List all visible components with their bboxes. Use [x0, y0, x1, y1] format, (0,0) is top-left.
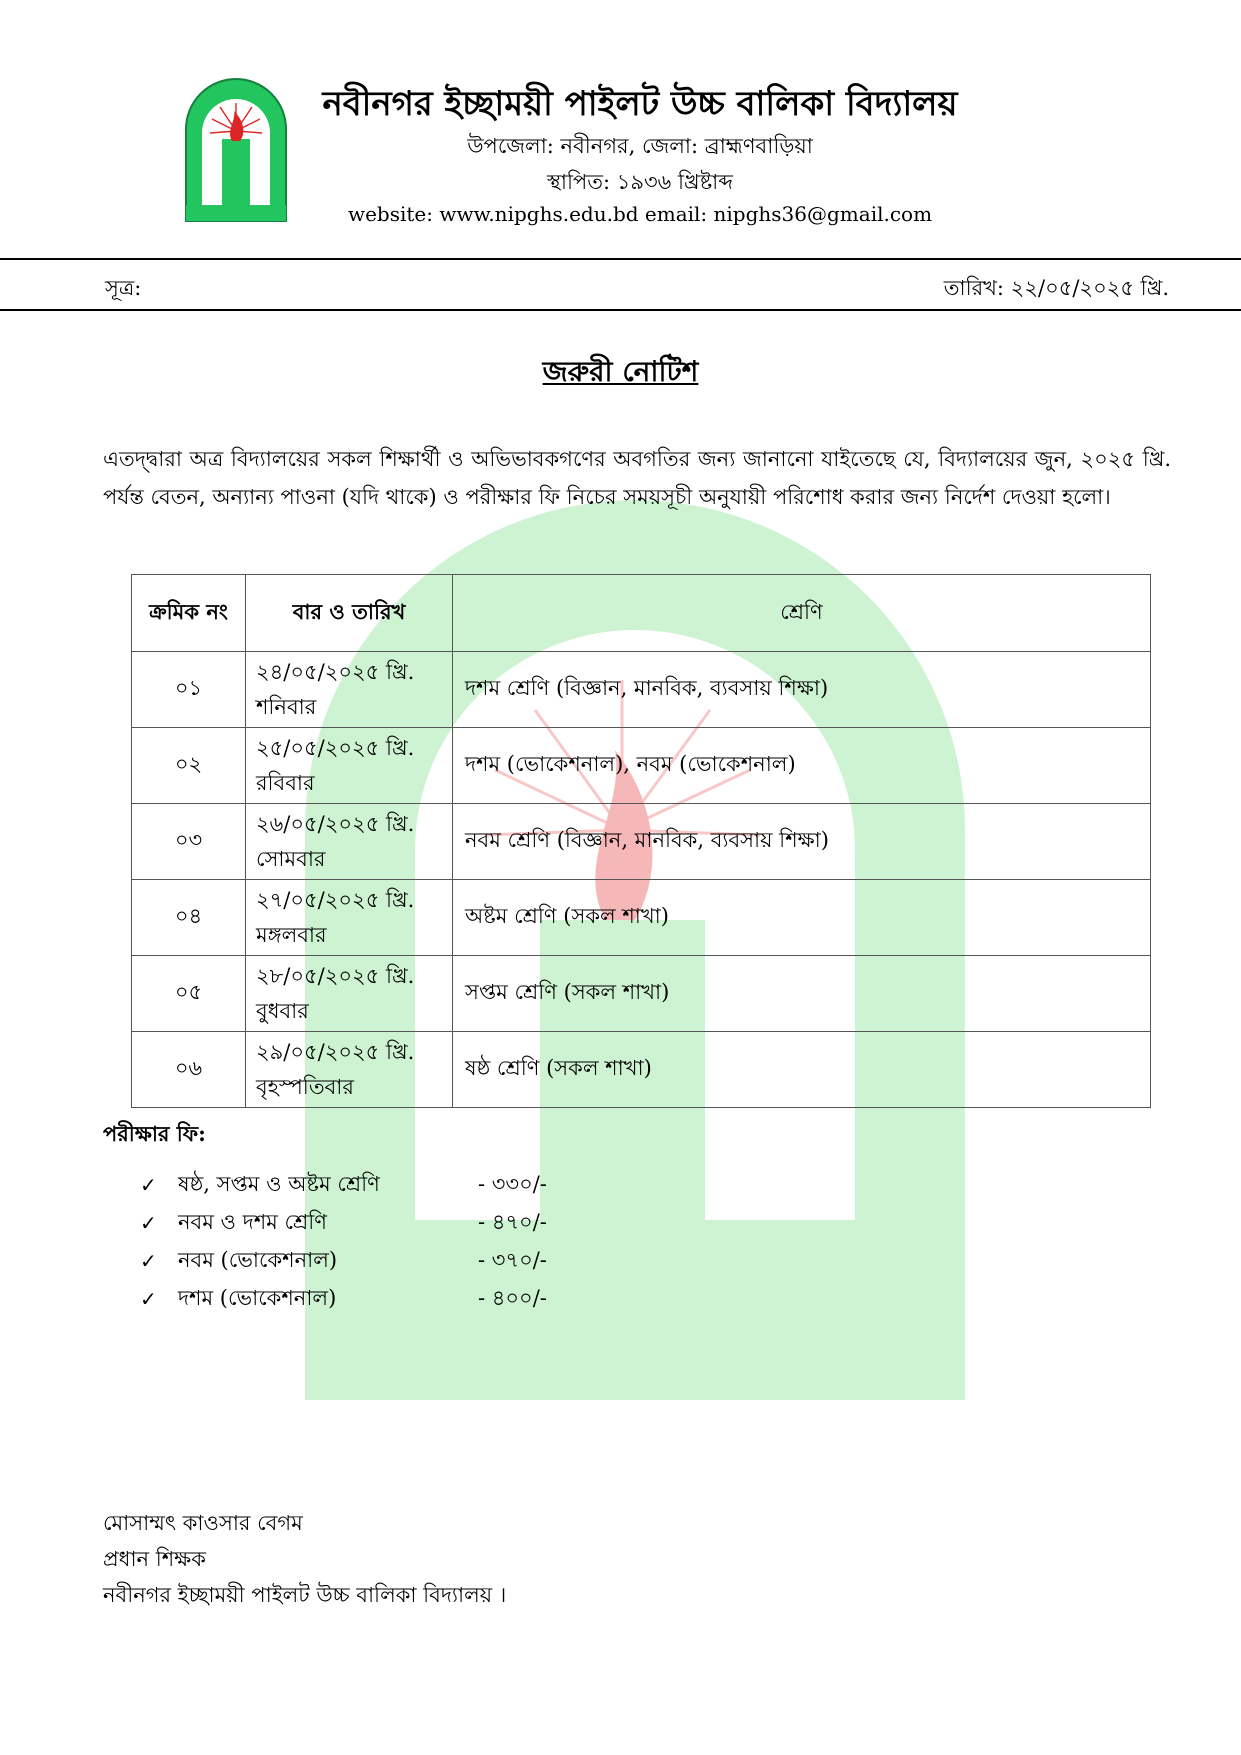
- table-row: [132, 652, 1151, 728]
- row-date-cell: [246, 1032, 453, 1108]
- checkmark-icon: ✓: [140, 1249, 157, 1273]
- list-item: [140, 1166, 598, 1204]
- notice-body: এতদ্দ্বারা অত্র বিদ্যালয়ের সকল শিক্ষার্থী ও অভিভাবকগণের অবগতির জন্য জানানো যাইতেছে যে, বিদ্যালয়ের জুন, ২০২৫ খ্রি. পর্যন্ত বেতন, অন্যান্য পাওনা (যদি থাকে) ও পরীক্ষার ফি নিচের সময়সূচী অনুযায়ী পরিশোধ করার জন্য নির্দেশ দেওয়া হলো।: [103, 447, 1171, 509]
- header-divider-top: [0, 258, 1241, 260]
- header-class: শ্রেণি: [453, 575, 1151, 652]
- signatory-name: মোসাম্মৎ কাওসার বেগম: [103, 1511, 303, 1535]
- row-day: শনিবার: [256, 694, 317, 719]
- founded-year: স্থাপিত: ১৯৩৬ খ্রিষ্টাব্দ: [546, 170, 734, 194]
- fee-class-label: দশম (ভোকেশনাল): [178, 1285, 337, 1310]
- row-date: ২৭/০৫/২০২৫ খ্রি.: [256, 887, 415, 912]
- table-header-row: [132, 575, 1151, 652]
- fee-amount: - ৪৭০/-: [478, 1209, 547, 1234]
- checkmark-icon: ✓: [140, 1173, 157, 1197]
- row-day: রবিবার: [256, 770, 315, 795]
- signatory-institution: নবীনগর ইচ্ছাময়ী পাইলট উচ্চ বালিকা বিদ্যালয় ।: [103, 1583, 507, 1607]
- exam-fee-list: [140, 1166, 598, 1318]
- notice-title: জরুরী নোটিশ: [542, 355, 699, 388]
- header-serial: ক্রমিক নং: [132, 575, 246, 652]
- row-serial: ০২: [132, 728, 246, 804]
- row-date-cell: [246, 880, 453, 956]
- row-day: বুধবার: [256, 998, 309, 1023]
- row-serial: ০৫: [132, 956, 246, 1032]
- row-serial: ০৪: [132, 880, 246, 956]
- fee-class-label: ষষ্ঠ, সপ্তম ও অষ্টম শ্রেণি: [178, 1171, 380, 1196]
- signatory-designation: প্রধান শিক্ষক: [103, 1547, 206, 1571]
- fee-amount: - ৪০০/-: [478, 1285, 547, 1310]
- row-date: ২৪/০৫/২০২৫ খ্রি.: [256, 659, 415, 684]
- table-row: [132, 728, 1151, 804]
- school-name: নবীনগর ইচ্ছাময়ী পাইলট উচ্চ বালিকা বিদ্যালয়: [322, 84, 958, 124]
- row-serial: ০৬: [132, 1032, 246, 1108]
- table-row: [132, 880, 1151, 956]
- website-email: website: www.nipghs.edu.bd email: nipghs36@gmail.com: [347, 202, 933, 226]
- fee-amount: - ৩৩০/-: [478, 1171, 547, 1196]
- header-date: বার ও তারিখ: [246, 575, 453, 652]
- table-row: [132, 804, 1151, 880]
- schedule-table: [131, 574, 1151, 1108]
- list-item: [140, 1204, 598, 1242]
- fee-amount: - ৩৭০/-: [478, 1247, 547, 1272]
- checkmark-icon: ✓: [140, 1287, 157, 1311]
- reference-label: সূত্র:: [105, 276, 142, 300]
- fee-class-label: নবম ও দশম শ্রেণি: [178, 1209, 327, 1234]
- row-class: সপ্তম শ্রেণি (সকল শাখা): [453, 956, 1151, 1032]
- row-date-cell: [246, 652, 453, 728]
- row-date-cell: [246, 956, 453, 1032]
- row-serial: ০১: [132, 652, 246, 728]
- row-date: ২৬/০৫/২০২৫ খ্রি.: [256, 811, 415, 836]
- school-emblem-icon: [182, 75, 290, 223]
- row-class: নবম শ্রেণি (বিজ্ঞান, মানবিক, ব্যবসায় শিক্ষা): [453, 804, 1151, 880]
- notice-date: তারিখ: ২২/০৫/২০২৫ খ্রি.: [943, 276, 1169, 300]
- fee-class-label: নবম (ভোকেশনাল): [178, 1247, 338, 1272]
- row-day: মঙ্গলবার: [256, 922, 327, 947]
- table-row: [132, 1032, 1151, 1108]
- signature-block: [103, 1505, 506, 1613]
- header-divider-bottom: [0, 309, 1241, 311]
- list-item: [140, 1280, 598, 1318]
- row-class: অষ্টম শ্রেণি (সকল শাখা): [453, 880, 1151, 956]
- row-date: ২৯/০৫/২০২৫ খ্রি.: [256, 1039, 415, 1064]
- row-date: ২৮/০৫/২০২৫ খ্রি.: [256, 963, 415, 988]
- row-serial: ০৩: [132, 804, 246, 880]
- row-class: দশম (ভোকেশনাল), নবম (ভোকেশনাল): [453, 728, 1151, 804]
- checkmark-icon: ✓: [140, 1211, 157, 1235]
- table-row: [132, 956, 1151, 1032]
- row-date-cell: [246, 728, 453, 804]
- exam-fee-title: পরীক্ষার ফি:: [103, 1121, 206, 1146]
- row-day: বৃহস্পতিবার: [256, 1074, 354, 1099]
- list-item: [140, 1242, 598, 1280]
- row-day: সোমবার: [256, 846, 326, 871]
- row-date-cell: [246, 804, 453, 880]
- upazila-district: উপজেলা: নবীনগর, জেলা: ব্রাহ্মণবাড়িয়া: [467, 134, 813, 158]
- row-class: দশম শ্রেণি (বিজ্ঞান, মানবিক, ব্যবসায় শিক্ষা): [453, 652, 1151, 728]
- row-date: ২৫/০৫/২০২৫ খ্রি.: [256, 735, 415, 760]
- row-class: ষষ্ঠ শ্রেণি (সকল শাখা): [453, 1032, 1151, 1108]
